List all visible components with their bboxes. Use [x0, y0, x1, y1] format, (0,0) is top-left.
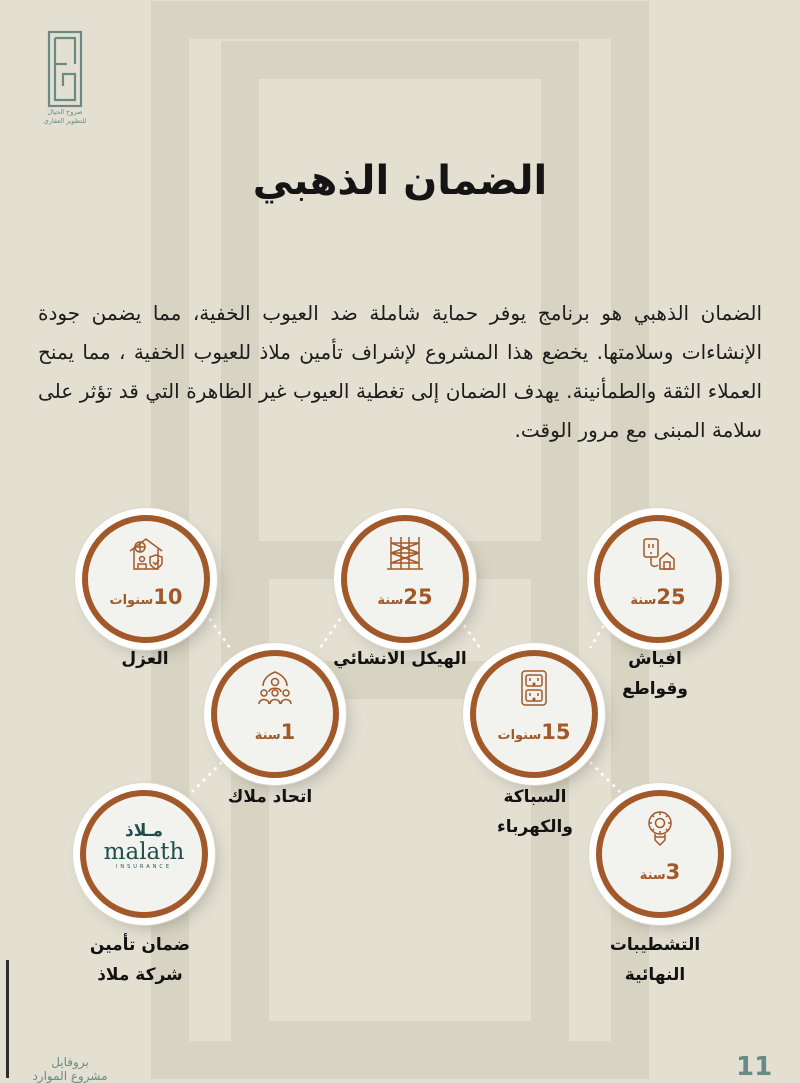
intro-paragraph: الضمان الذهبي هو برنامج يوفر حماية شاملة ضد العيوب الخفية، مما يضمن جودة الإنشاءات وسلامتها. يخضع هذا المشروع لإشراف تأمين ملاذ للعيوب الخفية ، مما يمنح العملاء الثقة والطمأنينة. يهدف الضمان إلى تغطية العيوب غير الظاهرة التي قد تؤثر على سلامة المبنى مع مرور الوقت.	[38, 301, 762, 442]
duration-unit: سنة	[254, 728, 281, 743]
duration-unit: سنة	[377, 593, 404, 608]
page-number: 11	[736, 1052, 773, 1082]
warranty-finishing	[596, 790, 724, 918]
duration-unit: سنوات	[497, 728, 542, 743]
footer-brand	[30, 1055, 110, 1083]
brand-logo-line1: صروح الحيال	[47, 108, 83, 116]
warranty-owners-union	[211, 650, 339, 778]
warranty-malath-insurance	[80, 790, 208, 918]
insulation-icon	[126, 533, 166, 573]
label-insulation: العزل	[121, 649, 169, 669]
socket-icon	[514, 668, 554, 708]
duration-number: 3	[665, 860, 681, 884]
page-edge-marker	[6, 960, 9, 1078]
malath-logo-english: malath	[103, 839, 185, 865]
duration-number: 1	[280, 720, 296, 744]
warranty-outlets	[594, 515, 722, 643]
duration-unit: سنة	[630, 593, 657, 608]
finishing-icon	[640, 808, 680, 848]
brand-logo-line2: للتطوير العقاري	[43, 117, 87, 125]
structure-icon	[385, 533, 425, 573]
duration-unit: سنوات	[109, 593, 154, 608]
duration-unit: سنة	[639, 868, 666, 883]
label-outlets: افياش وقواطع	[622, 649, 688, 699]
duration-number: 10	[153, 585, 183, 609]
label-owners-union: اتحاد ملاك	[227, 787, 313, 807]
duration-number: 15	[541, 720, 571, 744]
duration-number: 25	[656, 585, 686, 609]
page-title: الضمان الذهبي	[252, 158, 548, 204]
footer-line1: بروفايل	[51, 1055, 89, 1069]
warranty-structure	[341, 515, 469, 643]
malath-logo	[94, 822, 194, 870]
label-finishing: التشطيبات النهائية	[609, 935, 701, 985]
label-plumbing-electricity: السباكة والكهرباء	[497, 787, 573, 837]
malath-logo-arabic: مـلاذ	[125, 821, 163, 841]
footer-line2: مشروع الموارد	[32, 1069, 108, 1083]
warranty-plumbing-electricity	[470, 650, 598, 778]
malath-logo-insurance: INSURANCE	[115, 864, 173, 870]
owners-icon	[255, 668, 295, 708]
outlet-icon	[638, 533, 678, 573]
label-malath-insurance: ضمان تأمين شركة ملاذ	[89, 935, 191, 985]
duration-number: 25	[403, 585, 433, 609]
warranty-insulation	[82, 515, 210, 643]
label-structure: الهيكل الانشائي	[333, 649, 467, 669]
